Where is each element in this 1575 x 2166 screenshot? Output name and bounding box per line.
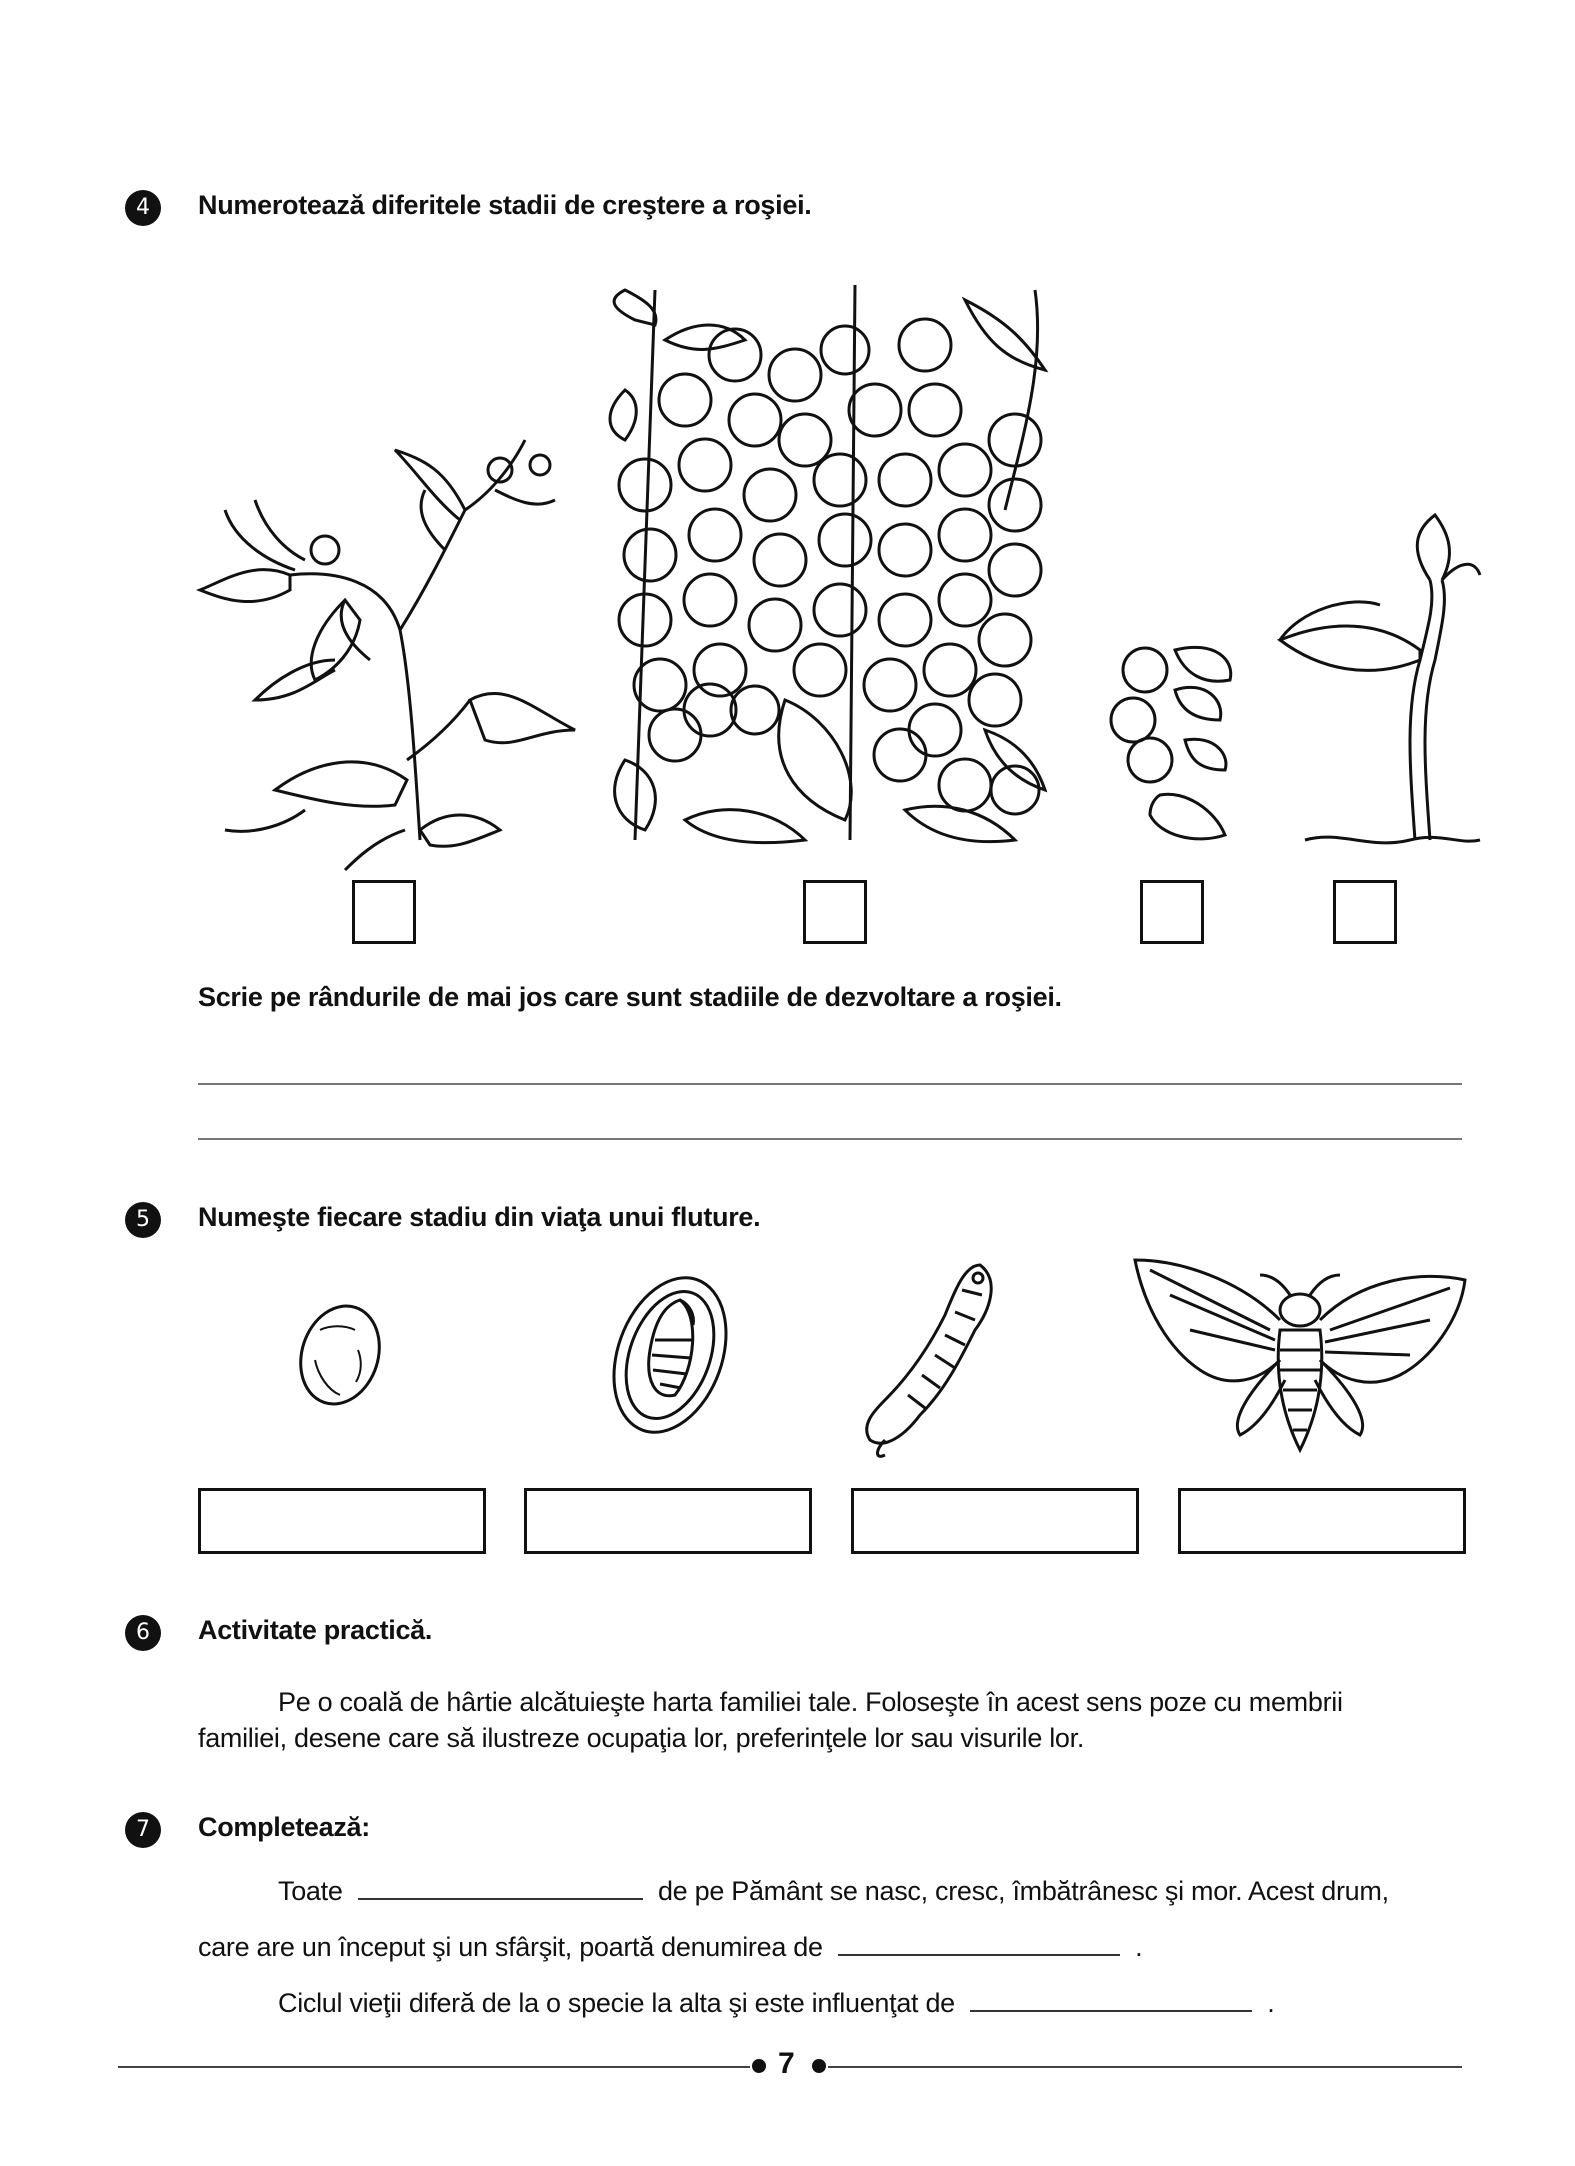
sentence-1-start: Toate	[278, 1876, 343, 1906]
tomato-seeds-number-box[interactable]	[1140, 880, 1204, 944]
sentence-2-end: .	[1135, 1932, 1143, 1962]
tomato-sprout-illustration	[1270, 510, 1480, 850]
exercise-4-number: 4	[125, 190, 161, 226]
caterpillar-illustration	[860, 1250, 1010, 1460]
exercise-6-text-line-1: Pe o coală de hârtie alcătuieşte harta familiei tale. Foloseşte în acest sens poze cu membrii	[278, 1687, 1343, 1717]
exercise-6-text-line-2: familiei, desene care să ilustreze ocupaţia lor, preferinţele lor sau visurile lor.	[198, 1723, 1085, 1753]
footer-line-left	[118, 2066, 750, 2068]
exercise-6-title: Activitate practică.	[198, 1615, 433, 1645]
sentence-1	[278, 1872, 1389, 1909]
exercise-4-subtitle: Scrie pe rândurile de mai jos care sunt stadiile de dezvoltare a roşiei.	[198, 982, 1062, 1012]
answer-line-1[interactable]	[198, 1083, 1462, 1085]
tomato-fruits-number-box[interactable]	[803, 880, 867, 944]
sentence-3-end: .	[1267, 1988, 1275, 2018]
blank-2[interactable]	[838, 1928, 1120, 1956]
footer-dot-left	[752, 2059, 766, 2073]
exercise-7-number: 7	[125, 1812, 161, 1848]
exercise-5-title: Numeşte fiecare stadiu din viaţa unui fluture.	[198, 1202, 761, 1232]
sentence-2-start: care are un început şi un sfârşit, poartă denumirea de	[198, 1932, 823, 1962]
exercise-5-number: 5	[125, 1202, 161, 1238]
footer-dot-right	[812, 2059, 826, 2073]
butterfly-pupa-illustration	[605, 1270, 735, 1440]
tomato-plant-illustration	[195, 430, 575, 850]
blank-1[interactable]	[358, 1872, 643, 1900]
sentence-2	[198, 1928, 1142, 1965]
butterfly-label-box[interactable]	[1178, 1488, 1466, 1554]
butterfly-illustration	[1130, 1250, 1470, 1460]
tomato-plant-number-box[interactable]	[352, 880, 416, 944]
answer-line-2[interactable]	[198, 1138, 1462, 1140]
caterpillar-label-box[interactable]	[851, 1488, 1139, 1554]
tomato-seeds-illustration	[1105, 640, 1245, 850]
page-number: 7	[778, 2047, 795, 2080]
sentence-3-start: Ciclul vieţii diferă de la o specie la alta şi este influenţat de	[278, 1988, 955, 2018]
pupa-label-box[interactable]	[524, 1488, 812, 1554]
butterfly-egg-illustration	[290, 1300, 390, 1410]
exercise-7-title: Completează:	[198, 1812, 370, 1842]
sentence-1-end: de pe Pământ se nasc, cresc, îmbătrânesc şi mor. Acest drum,	[657, 1876, 1389, 1906]
blank-3[interactable]	[970, 1984, 1252, 2012]
exercise-4-title: Numerotează diferitele stadii de creştere a roşiei.	[198, 190, 812, 220]
egg-label-box[interactable]	[198, 1488, 486, 1554]
sentence-3	[278, 1984, 1275, 2021]
footer-line-right	[828, 2066, 1462, 2068]
tomato-fruits-illustration	[605, 280, 1075, 850]
exercise-6-number: 6	[125, 1615, 161, 1651]
tomato-sprout-number-box[interactable]	[1333, 880, 1397, 944]
